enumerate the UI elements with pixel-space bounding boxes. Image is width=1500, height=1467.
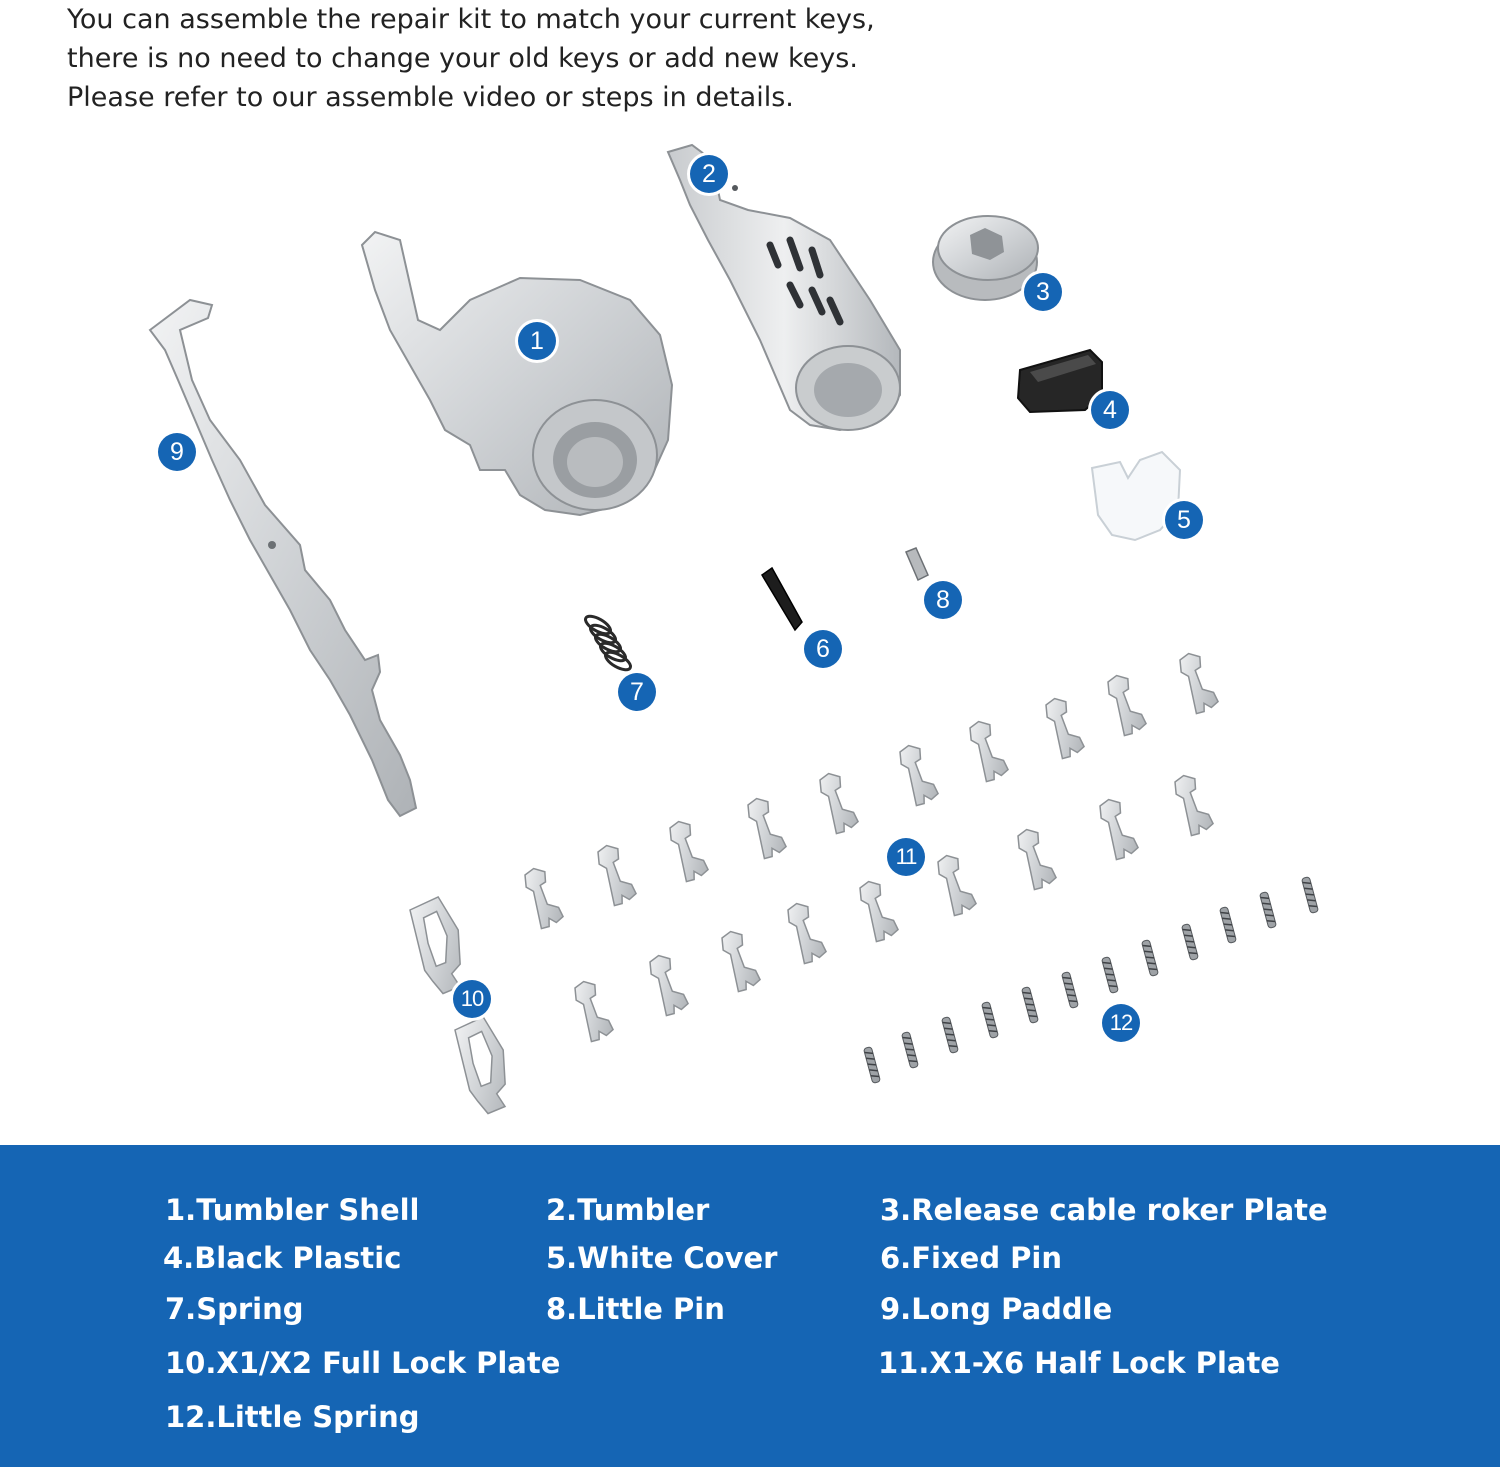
legend-item-release-cable-roker-plate: 3.Release cable roker Plate: [880, 1193, 1328, 1227]
marker-7: 7: [618, 673, 656, 711]
little-spring-parts: [863, 877, 1318, 1084]
release-cable-roker-plate-part: [933, 216, 1038, 300]
marker-6: 6: [804, 630, 842, 668]
spring-part: [583, 613, 633, 673]
marker-8: 8: [924, 581, 962, 619]
intro-line-3: Please refer to our assemble video or steps in details.: [67, 82, 794, 113]
legend-item-full-lock-plate: 10.X1/X2 Full Lock Plate: [165, 1346, 561, 1380]
long-paddle-part: [150, 300, 416, 816]
legend-item-little-spring: 12.Little Spring: [165, 1400, 420, 1434]
legend-item-black-plastic: 4.Black Plastic: [163, 1241, 402, 1275]
legend-item-spring: 7.Spring: [165, 1292, 304, 1326]
legend-item-long-paddle: 9.Long Paddle: [880, 1292, 1113, 1326]
legend-item-white-cover: 5.White Cover: [546, 1241, 778, 1275]
marker-1: 1: [518, 322, 556, 360]
marker-12: 12: [1102, 1004, 1140, 1042]
intro-line-2: there is no need to change your old keys or add new keys.: [67, 43, 858, 74]
little-pin-part: [906, 548, 928, 580]
marker-9: 9: [158, 433, 196, 471]
black-plastic-part: [1018, 350, 1102, 412]
intro-line-1: You can assemble the repair kit to match your current keys,: [67, 4, 875, 35]
marker-5: 5: [1165, 501, 1203, 539]
legend-item-fixed-pin: 6.Fixed Pin: [880, 1241, 1063, 1275]
legend-item-tumbler-shell: 1.Tumbler Shell: [165, 1193, 420, 1227]
marker-10: 10: [453, 980, 491, 1018]
legend-item-little-pin: 8.Little Pin: [546, 1292, 725, 1326]
marker-3: 3: [1024, 273, 1062, 311]
legend-item-tumbler: 2.Tumbler: [546, 1193, 710, 1227]
marker-4: 4: [1091, 391, 1129, 429]
marker-2: 2: [690, 155, 728, 193]
fixed-pin-part: [762, 568, 802, 630]
legend-panel: [0, 1145, 1500, 1467]
legend-item-half-lock-plate: 11.X1-X6 Half Lock Plate: [878, 1346, 1280, 1380]
tumbler-shell-part: [362, 232, 672, 515]
marker-11: 11: [887, 838, 925, 876]
